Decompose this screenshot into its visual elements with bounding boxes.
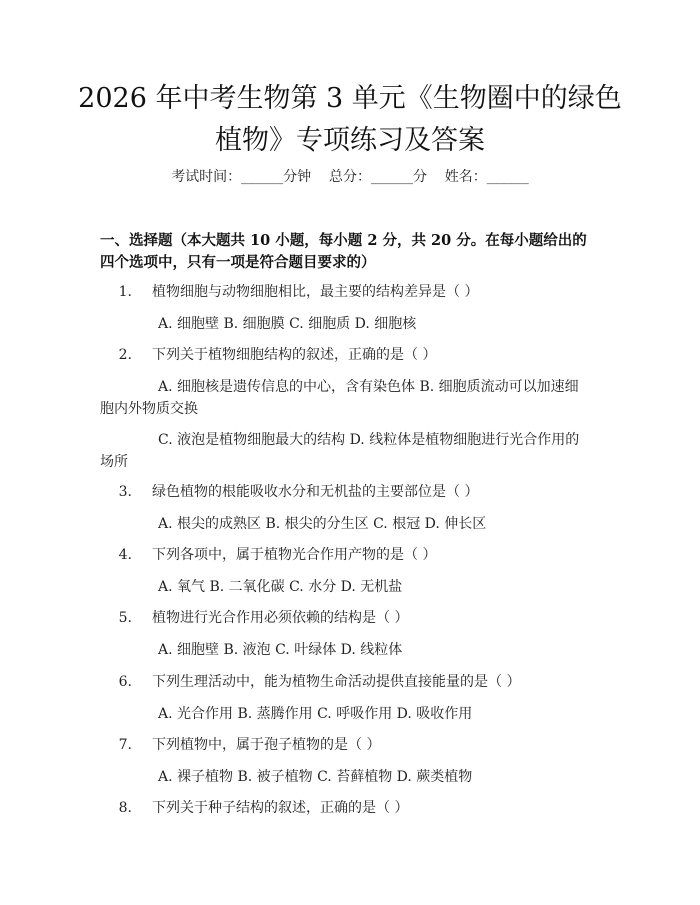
question-4 [100, 544, 590, 566]
question-stem: 下列生理活动中，能为植物生命活动提供直接能量的是（ ） [152, 674, 521, 690]
question-stem: 下列植物中，属于孢子植物的是（ ） [152, 737, 381, 753]
exam-meta-line: 考试时间：______分钟 总分：______分 姓名：______ [171, 169, 529, 185]
question-stem: 植物进行光合作用必须依赖的结构是（ ） [152, 610, 409, 626]
section-heading-choice: 一、选择题（本大题共 10 小题，每小题 2 分，共 20 分。在每小题给出的四个选项中，只有一项是符合题目要求的） [100, 232, 587, 271]
question-number: 3. [118, 484, 132, 500]
question-number: 5. [118, 610, 132, 626]
question-8 [100, 797, 590, 819]
question-number: 1. [118, 284, 132, 300]
question-1 [100, 281, 590, 303]
page-title-line-1: 2026 年中考生物第 3 单元《生物圈中的绿色 [78, 83, 622, 114]
question-7-options: A. 裸子植物 B. 被子植物 C. 苔藓植物 D. 蕨类植物 [158, 769, 473, 785]
question-number: 4. [118, 547, 132, 563]
question-stem: 下列各项中，属于植物光合作用产物的是（ ） [152, 547, 437, 563]
question-6-options: A. 光合作用 B. 蒸腾作用 C. 呼吸作用 D. 吸收作用 [158, 706, 473, 722]
question-number: 6. [118, 674, 132, 690]
question-1-options: A. 细胞壁 B. 细胞膜 C. 细胞质 D. 细胞核 [158, 316, 417, 332]
question-number: 2. [118, 347, 132, 363]
question-number: 8. [118, 800, 132, 816]
question-2-options-a-b: A. 细胞核是遗传信息的中心，含有染色体 B. 细胞质流动可以加速细胞内外物质交换 [100, 379, 579, 417]
question-3-options: A. 根尖的成熟区 B. 根尖的分生区 C. 根冠 D. 伸长区 [158, 516, 487, 532]
question-2 [100, 344, 590, 366]
question-6 [100, 671, 590, 693]
question-stem: 植物细胞与动物细胞相比，最主要的结构差异是（ ） [152, 284, 479, 300]
question-5 [100, 607, 590, 629]
question-3 [100, 481, 590, 503]
question-4-options: A. 氧气 B. 二氧化碳 C. 水分 D. 无机盐 [158, 579, 403, 595]
question-5-options: A. 细胞壁 B. 液泡 C. 叶绿体 D. 线粒体 [158, 642, 403, 658]
question-2-options-c-d: C. 液泡是植物细胞最大的结构 D. 线粒体是植物细胞进行光合作用的场所 [100, 432, 580, 470]
question-stem: 下列关于种子结构的叙述，正确的是（ ） [152, 800, 409, 816]
question-7 [100, 734, 590, 756]
page-title-line-2: 植物》专项练习及答案 [215, 125, 485, 156]
question-stem: 绿色植物的根能吸收水分和无机盐的主要部位是（ ） [152, 484, 479, 500]
question-stem: 下列关于植物细胞结构的叙述，正确的是（ ） [152, 347, 437, 363]
question-number: 7. [118, 737, 132, 753]
